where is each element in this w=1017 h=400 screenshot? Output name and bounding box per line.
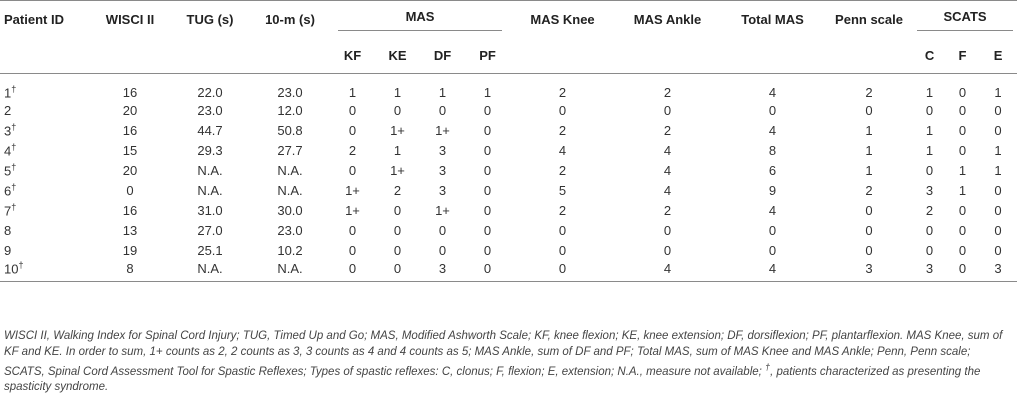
cell-ten: N.A.	[277, 182, 303, 198]
cell-e: 0	[994, 122, 1002, 138]
cell-df: 1+	[435, 122, 450, 138]
cell-c: 0	[925, 162, 934, 178]
header-scats: SCATS	[917, 9, 1013, 31]
cell-df: 1+	[435, 202, 450, 218]
cell-patient-id	[0, 200, 90, 220]
cell-kf: 2	[348, 142, 357, 158]
patient-id-value: 5	[4, 163, 12, 179]
cell-penn: 1	[865, 142, 873, 158]
patient-id-value: 8	[4, 222, 12, 238]
cell-df: 0	[438, 242, 447, 258]
cell-penn: 0	[865, 242, 873, 258]
cell-wisci: 0	[126, 182, 134, 198]
cell-c: 0	[925, 242, 934, 258]
cell-ten: 27.7	[277, 142, 303, 158]
header-f: F	[958, 48, 967, 63]
header-mas-knee: MAS Knee	[530, 12, 595, 27]
cell-c: 0	[925, 222, 934, 238]
cell-pf: 0	[483, 142, 492, 158]
cell-wisci: 20	[122, 162, 138, 178]
cell-patient-id	[0, 160, 90, 180]
cell-knee: 0	[558, 242, 567, 258]
header-mas: MAS	[338, 9, 502, 31]
cell-patient-id	[0, 120, 90, 140]
cell-ankle: 4	[663, 162, 672, 178]
table-row	[0, 260, 1017, 281]
cell-penn: 2	[865, 84, 873, 100]
header-patient-id: Patient ID	[4, 12, 64, 27]
cell-tug: 27.0	[197, 222, 223, 238]
cell-wisci: 16	[122, 122, 138, 138]
cell-ke: 2	[393, 182, 402, 198]
cell-kf: 0	[348, 162, 357, 178]
header-10m: 10-m (s)	[265, 12, 315, 27]
cell-ankle: 4	[663, 142, 672, 158]
table-body	[0, 74, 1017, 282]
cell-wisci: 8	[90, 260, 170, 281]
patient-id-value: 2	[4, 102, 12, 118]
header-row-1	[0, 1, 1017, 39]
cell-knee: 2	[558, 84, 567, 100]
cell-ten: 50.8	[277, 122, 303, 138]
cell-knee: 2	[558, 202, 567, 218]
cell-patient-id	[0, 240, 90, 260]
cell-df: 1	[438, 84, 447, 100]
cell-ankle: 2	[663, 84, 672, 100]
cell-ke: 1+	[390, 162, 405, 178]
cell-ten: N.A.	[250, 260, 330, 281]
cell-total: 0	[768, 242, 777, 258]
header-e: E	[993, 48, 1003, 63]
cell-pf: 0	[483, 162, 492, 178]
cell-c: 2	[925, 202, 934, 218]
table-row	[0, 160, 1017, 180]
patient-id-value: 7	[4, 203, 12, 219]
cell-e: 1	[994, 162, 1002, 178]
header-kf: KF	[343, 48, 362, 63]
cell-c: 1	[925, 84, 934, 100]
header-tug: TUG (s)	[186, 12, 234, 27]
patient-id-value: 10	[4, 261, 19, 277]
cell-ke: 1+	[390, 122, 405, 138]
header-penn: Penn scale	[835, 12, 903, 27]
cell-ke: 1	[393, 84, 402, 100]
dagger-mark: †	[11, 162, 17, 173]
cell-tug: N.A.	[170, 260, 250, 281]
cell-f: 0	[958, 202, 967, 218]
cell-knee: 4	[558, 142, 567, 158]
cell-tug: 44.7	[197, 122, 223, 138]
cell-ten: 12.0	[277, 102, 303, 118]
table-row	[0, 100, 1017, 120]
cell-e: 0	[994, 202, 1002, 218]
dagger-mark: †	[11, 142, 17, 153]
cell-ankle: 4	[663, 182, 672, 198]
cell-ke: 1	[393, 142, 402, 158]
cell-wisci: 20	[122, 102, 138, 118]
cell-c: 3	[925, 182, 934, 198]
cell-wisci: 19	[122, 242, 138, 258]
cell-f: 0	[958, 142, 967, 158]
cell-f: 1	[958, 162, 967, 178]
cell-kf: 1+	[345, 182, 360, 198]
cell-penn: 0	[865, 222, 873, 238]
cell-df: 0	[438, 222, 447, 238]
cell-total: 6	[768, 162, 777, 178]
dagger-mark: †	[11, 202, 17, 213]
table-row	[0, 240, 1017, 260]
cell-f: 0	[946, 260, 979, 281]
table-row	[0, 120, 1017, 140]
cell-total: 4	[768, 202, 777, 218]
cell-c: 0	[925, 102, 934, 118]
cell-f: 0	[958, 242, 967, 258]
cell-kf: 0	[348, 122, 357, 138]
cell-kf: 0	[348, 242, 357, 258]
cell-ke: 0	[393, 242, 402, 258]
footnote-dagger: †	[765, 362, 771, 372]
cell-pf: 0	[483, 202, 492, 218]
cell-penn: 2	[865, 182, 873, 198]
footnote-text-end: , patients characterized as presenting the spasticity syndrome.	[4, 365, 981, 394]
cell-patient-id	[0, 220, 90, 240]
cell-ten: 23.0	[277, 222, 303, 238]
dagger-mark: †	[11, 122, 17, 133]
cell-knee: 0	[558, 102, 567, 118]
cell-c: 3	[913, 260, 946, 281]
header-total-mas: Total MAS	[741, 12, 804, 27]
cell-ke: 0	[393, 102, 402, 118]
cell-df: 3	[438, 162, 447, 178]
cell-penn: 1	[865, 162, 873, 178]
cell-total: 0	[768, 222, 777, 238]
cell-ankle: 0	[663, 242, 672, 258]
cell-e: 1	[994, 84, 1002, 100]
cell-f: 0	[958, 84, 967, 100]
header-pf: PF	[479, 48, 496, 63]
cell-ten: 10.2	[277, 242, 303, 258]
cell-f: 0	[958, 222, 967, 238]
cell-total: 0	[768, 102, 777, 118]
cell-e: 0	[994, 102, 1002, 118]
cell-e: 1	[994, 142, 1002, 158]
cell-knee: 0	[510, 260, 615, 281]
cell-kf: 0	[348, 222, 357, 238]
cell-pf: 0	[483, 242, 492, 258]
cell-df: 3	[438, 182, 447, 198]
patient-id-value: 6	[4, 183, 12, 199]
cell-wisci: 13	[122, 222, 138, 238]
dagger-mark: †	[18, 260, 24, 271]
cell-ten: N.A.	[277, 162, 303, 178]
cell-f: 1	[958, 182, 967, 198]
cell-wisci: 16	[122, 202, 138, 218]
cell-df: 3	[420, 260, 465, 281]
cell-f: 0	[958, 122, 967, 138]
cell-ke: 0	[393, 222, 402, 238]
dagger-mark: †	[11, 84, 17, 94]
cell-ankle: 4	[615, 260, 720, 281]
cell-c: 1	[925, 142, 934, 158]
header-mas-ankle: MAS Ankle	[633, 12, 702, 27]
patient-id-value: 4	[4, 143, 12, 159]
cell-pf: 0	[483, 222, 492, 238]
cell-knee: 0	[558, 222, 567, 238]
cell-total: 4	[768, 84, 777, 100]
cell-penn: 1	[865, 122, 873, 138]
header-df: DF	[433, 48, 452, 63]
cell-patient-id	[0, 140, 90, 160]
cell-knee: 2	[558, 162, 567, 178]
header-c: C	[924, 48, 935, 63]
cell-kf: 1+	[345, 202, 360, 218]
cell-tug: N.A.	[197, 182, 223, 198]
cell-tug: N.A.	[197, 162, 223, 178]
header-mas-group	[330, 1, 510, 39]
table-row	[0, 140, 1017, 160]
cell-wisci: 15	[122, 142, 138, 158]
cell-patient-id	[0, 180, 90, 200]
cell-kf: 0	[330, 260, 375, 281]
cell-ke: 0	[375, 260, 420, 281]
cell-e: 0	[994, 182, 1002, 198]
cell-df: 3	[438, 142, 447, 158]
cell-tug: 29.3	[197, 142, 223, 158]
header-scats-group	[913, 1, 1017, 39]
cell-knee: 2	[558, 122, 567, 138]
cell-e: 0	[994, 222, 1002, 238]
patient-id-value: 1	[4, 85, 12, 101]
cell-pf: 0	[483, 122, 492, 138]
cell-ten: 30.0	[277, 202, 303, 218]
header-ke: KE	[388, 48, 407, 63]
table-footnote	[4, 329, 1009, 396]
cell-e: 0	[994, 242, 1002, 258]
cell-penn: 3	[825, 260, 913, 281]
cell-kf: 1	[348, 84, 357, 100]
patient-id-value: 9	[4, 242, 12, 258]
table-row	[0, 74, 1017, 101]
cell-penn: 0	[865, 102, 873, 118]
cell-tug: 23.0	[197, 102, 223, 118]
cell-wisci: 16	[122, 84, 138, 100]
cell-ankle: 2	[663, 202, 672, 218]
cell-tug: 22.0	[197, 84, 223, 100]
header-wisci: WISCI II	[105, 12, 155, 27]
cell-kf: 0	[348, 102, 357, 118]
table-row	[0, 220, 1017, 240]
cell-pf: 0	[483, 182, 492, 198]
cell-ankle: 2	[663, 122, 672, 138]
cell-penn: 0	[865, 202, 873, 218]
patient-id-value: 3	[4, 123, 12, 139]
cell-tug: 25.1	[197, 242, 223, 258]
footnote-text: WISCI II, Walking Index for Spinal Cord Injury; TUG, Timed Up and Go; MAS, Modified Ashworth Scale; KF, knee flexion; KE, knee extension; DF, dorsiflexion; PF, plantarflexion. MAS Knee, sum of KF and KE. In order to sum, 1+ counts as 2, 2 counts as 3, 3 counts as 4 and 4 counts as 5; MAS Ankle, sum of DF and PF; Total MAS, sum of MAS Knee and MAS Ankle; Penn, Penn scale; SCATS, Spinal Cord Assessment Tool for Spastic Reflexes; Types of spastic reflexes: C, clonus; F, flexion; E, extension; N.A., measure not available;	[4, 330, 1003, 378]
cell-ankle: 0	[663, 102, 672, 118]
cell-patient-id	[0, 100, 90, 120]
cell-c: 1	[925, 122, 934, 138]
cell-patient-id	[0, 74, 90, 101]
cell-patient-id	[0, 260, 90, 281]
cell-e: 3	[979, 260, 1017, 281]
table-row	[0, 200, 1017, 220]
cell-df: 0	[438, 102, 447, 118]
cell-knee: 5	[558, 182, 567, 198]
cell-ankle: 0	[663, 222, 672, 238]
cell-pf: 1	[483, 84, 492, 100]
cell-ke: 0	[393, 202, 402, 218]
cell-total: 8	[768, 142, 777, 158]
dagger-mark: †	[11, 182, 17, 193]
table-row	[0, 180, 1017, 200]
cell-total: 9	[768, 182, 777, 198]
cell-total: 4	[768, 122, 777, 138]
cell-f: 0	[958, 102, 967, 118]
cell-pf: 0	[465, 260, 510, 281]
cell-pf: 0	[483, 102, 492, 118]
cell-tug: 31.0	[197, 202, 223, 218]
cell-ten: 23.0	[277, 84, 303, 100]
cell-total: 4	[720, 260, 825, 281]
